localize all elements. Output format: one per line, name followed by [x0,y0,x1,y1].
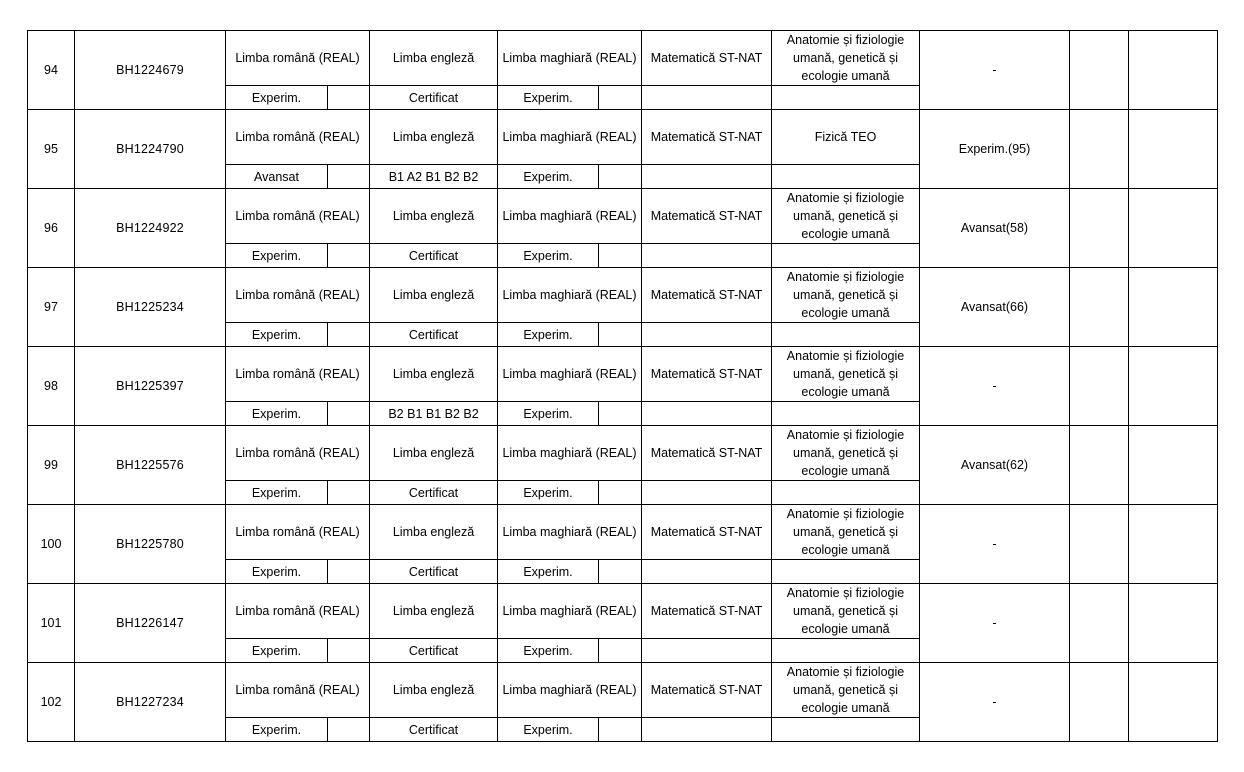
result-cell: Avansat(62) [920,426,1070,505]
romanian-level: Experim. [226,323,328,347]
english-subject: Limba engleză [370,584,498,639]
result-cell: - [920,584,1070,663]
table-row [28,268,1218,323]
empty-cell [1129,31,1218,110]
english-subject: Limba engleză [370,426,498,481]
candidate-code: BH1224922 [75,189,226,268]
romanian-subject: Limba română (REAL) [226,347,370,402]
elective-subject: Fizică TEO [772,110,920,165]
table-row [28,663,1218,718]
math-subject: Matematică ST-NAT [642,31,772,86]
hungarian-level: Experim. [498,244,599,268]
english-subject: Limba engleză [370,110,498,165]
empty-cell [1070,505,1129,584]
english-subject: Limba engleză [370,347,498,402]
math-level [642,323,772,347]
empty-cell [599,718,642,742]
math-level [642,244,772,268]
elective-subject: Anatomie și fiziologie umană, genetică și ecologie umană [772,347,920,402]
row-number: 97 [28,268,75,347]
romanian-subject: Limba română (REAL) [226,584,370,639]
row-number: 100 [28,505,75,584]
empty-cell [1070,189,1129,268]
hungarian-level: Experim. [498,402,599,426]
romanian-subject: Limba română (REAL) [226,268,370,323]
table-row [28,584,1218,639]
hungarian-subject: Limba maghiară (REAL) [498,663,642,718]
empty-cell [328,244,370,268]
empty-cell [599,402,642,426]
elective-level [772,323,920,347]
romanian-subject: Limba română (REAL) [226,189,370,244]
candidate-code: BH1226147 [75,584,226,663]
empty-cell [599,560,642,584]
english-subject: Limba engleză [370,505,498,560]
romanian-level: Experim. [226,402,328,426]
empty-cell [328,718,370,742]
row-number: 96 [28,189,75,268]
empty-cell [328,639,370,663]
english-level: Certificat [370,86,498,110]
empty-cell [599,244,642,268]
result-cell: - [920,663,1070,742]
table-row [28,505,1218,560]
english-level: Certificat [370,323,498,347]
elective-subject: Anatomie și fiziologie umană, genetică și ecologie umană [772,31,920,86]
empty-cell [1129,663,1218,742]
candidate-code: BH1225780 [75,505,226,584]
empty-cell [1070,584,1129,663]
math-subject: Matematică ST-NAT [642,426,772,481]
row-number: 99 [28,426,75,505]
empty-cell [599,165,642,189]
english-subject: Limba engleză [370,189,498,244]
result-cell: Avansat(66) [920,268,1070,347]
empty-cell [1070,347,1129,426]
empty-cell [1129,268,1218,347]
empty-cell [1129,347,1218,426]
empty-cell [328,560,370,584]
romanian-level: Experim. [226,718,328,742]
elective-level [772,718,920,742]
romanian-level: Avansat [226,165,328,189]
math-subject: Matematică ST-NAT [642,189,772,244]
math-subject: Matematică ST-NAT [642,110,772,165]
hungarian-level: Experim. [498,165,599,189]
english-subject: Limba engleză [370,663,498,718]
romanian-level: Experim. [226,244,328,268]
math-level [642,718,772,742]
empty-cell [599,481,642,505]
table-row [28,347,1218,402]
empty-cell [1070,268,1129,347]
empty-cell [599,86,642,110]
elective-level [772,560,920,584]
empty-cell [328,481,370,505]
hungarian-level: Experim. [498,639,599,663]
hungarian-level: Experim. [498,718,599,742]
elective-subject: Anatomie și fiziologie umană, genetică și ecologie umană [772,584,920,639]
hungarian-level: Experim. [498,560,599,584]
romanian-level: Experim. [226,560,328,584]
result-cell: - [920,347,1070,426]
math-level [642,165,772,189]
hungarian-level: Experim. [498,323,599,347]
row-number: 95 [28,110,75,189]
empty-cell [328,323,370,347]
hungarian-subject: Limba maghiară (REAL) [498,268,642,323]
english-level: B2 B1 B1 B2 B2 [370,402,498,426]
elective-subject: Anatomie și fiziologie umană, genetică și ecologie umană [772,663,920,718]
candidate-code: BH1225397 [75,347,226,426]
elective-level [772,402,920,426]
hungarian-subject: Limba maghiară (REAL) [498,505,642,560]
empty-cell [1129,110,1218,189]
english-level: Certificat [370,481,498,505]
hungarian-subject: Limba maghiară (REAL) [498,426,642,481]
result-cell: Experim.(95) [920,110,1070,189]
candidate-code: BH1225234 [75,268,226,347]
empty-cell [328,86,370,110]
math-level [642,560,772,584]
elective-subject: Anatomie și fiziologie umană, genetică și ecologie umană [772,189,920,244]
empty-cell [599,639,642,663]
elective-subject: Anatomie și fiziologie umană, genetică și ecologie umană [772,505,920,560]
row-number: 98 [28,347,75,426]
results-table [27,30,1218,742]
empty-cell [1129,189,1218,268]
romanian-subject: Limba română (REAL) [226,663,370,718]
table-row [28,110,1218,165]
romanian-subject: Limba română (REAL) [226,31,370,86]
math-level [642,639,772,663]
candidate-code: BH1224679 [75,31,226,110]
hungarian-level: Experim. [498,481,599,505]
result-cell: Avansat(58) [920,189,1070,268]
table-row [28,31,1218,86]
english-subject: Limba engleză [370,268,498,323]
empty-cell [1070,110,1129,189]
elective-subject: Anatomie și fiziologie umană, genetică și ecologie umană [772,426,920,481]
english-level: Certificat [370,718,498,742]
empty-cell [328,402,370,426]
candidate-code: BH1225576 [75,426,226,505]
empty-cell [1070,663,1129,742]
math-subject: Matematică ST-NAT [642,505,772,560]
result-cell: - [920,505,1070,584]
math-subject: Matematică ST-NAT [642,584,772,639]
elective-level [772,244,920,268]
elective-level [772,481,920,505]
elective-level [772,86,920,110]
empty-cell [1070,426,1129,505]
empty-cell [328,165,370,189]
elective-level [772,639,920,663]
hungarian-subject: Limba maghiară (REAL) [498,584,642,639]
empty-cell [1129,426,1218,505]
elective-level [772,165,920,189]
hungarian-level: Experim. [498,86,599,110]
result-cell: - [920,31,1070,110]
table-row [28,189,1218,244]
hungarian-subject: Limba maghiară (REAL) [498,110,642,165]
math-level [642,481,772,505]
english-subject: Limba engleză [370,31,498,86]
romanian-level: Experim. [226,639,328,663]
table-body [28,31,1218,742]
english-level: B1 A2 B1 B2 B2 [370,165,498,189]
row-number: 102 [28,663,75,742]
hungarian-subject: Limba maghiară (REAL) [498,347,642,402]
row-number: 101 [28,584,75,663]
math-subject: Matematică ST-NAT [642,663,772,718]
romanian-level: Experim. [226,481,328,505]
math-subject: Matematică ST-NAT [642,268,772,323]
empty-cell [1070,31,1129,110]
english-level: Certificat [370,560,498,584]
candidate-code: BH1227234 [75,663,226,742]
romanian-level: Experim. [226,86,328,110]
empty-cell [1129,505,1218,584]
hungarian-subject: Limba maghiară (REAL) [498,189,642,244]
table-row [28,426,1218,481]
hungarian-subject: Limba maghiară (REAL) [498,31,642,86]
math-level [642,86,772,110]
row-number: 94 [28,31,75,110]
romanian-subject: Limba română (REAL) [226,505,370,560]
romanian-subject: Limba română (REAL) [226,110,370,165]
english-level: Certificat [370,639,498,663]
candidate-code: BH1224790 [75,110,226,189]
english-level: Certificat [370,244,498,268]
empty-cell [599,323,642,347]
math-subject: Matematică ST-NAT [642,347,772,402]
math-level [642,402,772,426]
elective-subject: Anatomie și fiziologie umană, genetică și ecologie umană [772,268,920,323]
romanian-subject: Limba română (REAL) [226,426,370,481]
empty-cell [1129,584,1218,663]
